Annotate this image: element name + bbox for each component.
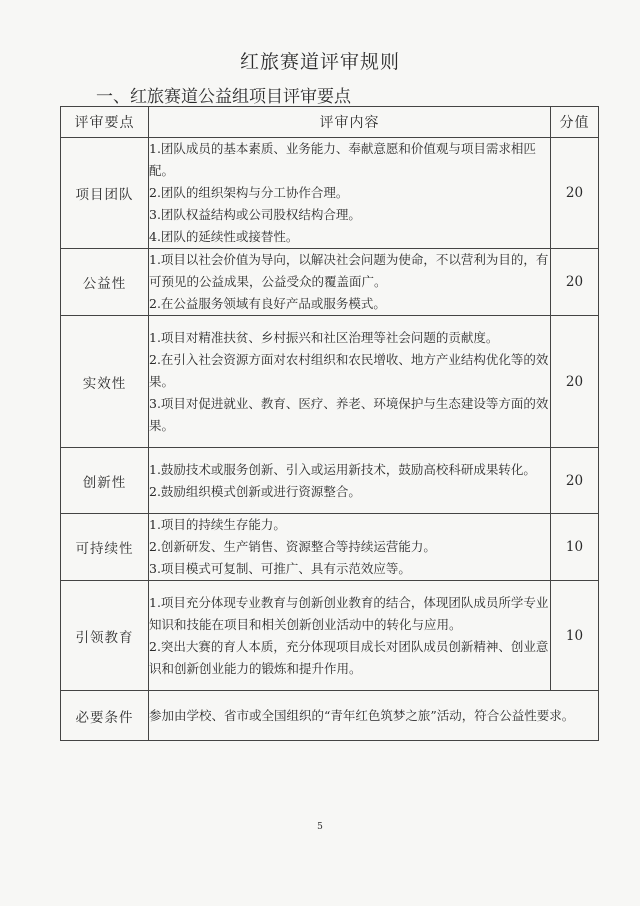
row-item: 4.团队的延续性或接替性。 [149, 229, 299, 244]
row-point: 项目团队 [61, 138, 149, 249]
section-heading: 一、红旅赛道公益组项目评审要点 [96, 87, 351, 107]
row-content [149, 514, 551, 581]
row-point: 创新性 [61, 448, 149, 514]
row-score: 20 [551, 249, 599, 316]
row-item: 2.突出大赛的育人本质，充分体现项目成长对团队成员创新精神、创业意识和创新创业能力的锻炼和提升作用。 [149, 638, 549, 676]
row-score: 10 [551, 581, 599, 691]
row-point: 公益性 [61, 249, 149, 316]
table-row-required [61, 691, 599, 741]
header-point: 评审要点 [61, 107, 149, 138]
table-row [61, 514, 599, 581]
row-content [149, 448, 551, 514]
row-item: 3.团队权益结构或公司股权结构合理。 [149, 207, 361, 222]
row-point: 引领教育 [61, 581, 149, 691]
row-point: 可持续性 [61, 514, 149, 581]
row-content [149, 581, 551, 691]
row-score: 20 [551, 448, 599, 514]
row-score: 10 [551, 514, 599, 581]
row-content [149, 249, 551, 316]
row-item: 2.鼓励组织模式创新或进行资源整合。 [149, 483, 361, 499]
page-number: 5 [317, 822, 323, 832]
row-item: 3.项目模式可复制、可推广、具有示范效应等。 [149, 561, 411, 576]
table-row [61, 448, 599, 514]
header-content: 评审内容 [149, 107, 551, 138]
row-item: 1.项目对精准扶贫、乡村振兴和社区治理等社会问题的贡献度。 [149, 329, 499, 345]
row-item: 2.团队的组织架构与分工协作合理。 [149, 185, 349, 200]
row-score: 20 [551, 316, 599, 448]
table-row [61, 581, 599, 691]
required-condition-text: 参加由学校、省市或全国组织的“青年红色筑梦之旅”活动，符合公益性要求。 [149, 707, 575, 723]
row-content [149, 316, 551, 448]
header-score: 分值 [551, 107, 599, 138]
row-item: 2.创新研发、生产销售、资源整合等持续运营能力。 [149, 539, 436, 554]
row-item: 1.项目的持续生存能力。 [149, 517, 286, 532]
row-content [149, 691, 599, 741]
page-title: 红旅赛道评审规则 [239, 51, 400, 73]
row-item: 1.团队成员的基本素质、业务能力、奉献意愿和价值观与项目需求相匹配。 [149, 141, 536, 178]
table-row [61, 138, 599, 249]
criteria-table [60, 106, 599, 741]
table-row [61, 249, 599, 316]
row-item: 1.项目以社会价值为导向，以解决社会问题为使命，不以营利为目的，有可预见的公益成果，公益受众的覆盖面广。 [149, 252, 549, 289]
row-item: 1.项目充分体现专业教育与创新创业教育的结合，体现团队成员所学专业知识和技能在项目和相关创新创业活动中的转化与应用。 [149, 594, 549, 632]
table-header-row [61, 107, 599, 138]
row-item: 3.项目对促进就业、教育、医疗、养老、环境保护与生态建设等方面的效果。 [149, 395, 549, 433]
row-point: 实效性 [61, 316, 149, 448]
row-point: 必要条件 [61, 691, 149, 741]
row-item: 2.在公益服务领域有良好产品或服务模式。 [149, 296, 386, 311]
row-item: 1.鼓励技术或服务创新、引入或运用新技术，鼓励高校科研成果转化。 [149, 461, 536, 477]
table-row [61, 316, 599, 448]
row-content [149, 138, 551, 249]
row-item: 2.在引入社会资源方面对农村组织和农民增收、地方产业结构优化等的效果。 [149, 351, 549, 389]
row-score: 20 [551, 138, 599, 249]
